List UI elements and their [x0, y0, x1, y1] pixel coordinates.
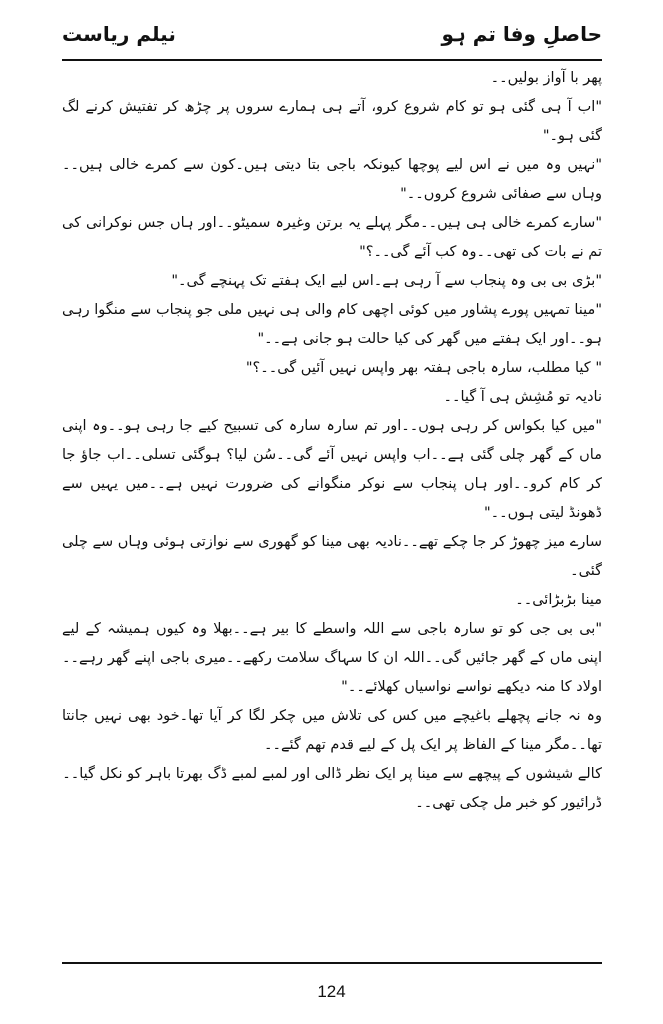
paragraph: " کیا مطلب، سارہ باجی ہفتہ بھر واپس نہیں آئیں گی۔۔؟": [245, 360, 602, 376]
page-header: [62, 14, 602, 54]
paragraph: "اب آ ہی گئی ہو تو کام شروع کرو، آتے ہی ہمارے سروں پر چڑھ کر تفتیش کرنے لگ گئی ہو۔": [62, 99, 602, 144]
paragraph: وہ نہ جانے پچھلے باغیچے میں کس کی تلاش میں چکر لگا کر آیا تھا۔خود بھی نہیں جانتا تھا۔۔مگر مینا کے الفاظ پر ایک پل کے لیے قدم تھم گئے۔۔: [62, 708, 602, 753]
page-body: [62, 64, 602, 959]
paragraph: کالے شیشوں کے پیچھے سے مینا پر ایک نظر ڈالی اور لمبے لمبے ڈگ بھرتا باہر کو نکل گیا۔۔: [62, 766, 602, 782]
paragraph: مینا بڑبڑائی۔۔: [515, 592, 602, 608]
paragraph: "سارے کمرے خالی ہی ہیں۔۔مگر پہلے یہ برتن وغیرہ سمیٹو۔۔اور ہاں جس نوکرانی کی تم نے بات کی تھی۔۔وہ کب آئے گی۔۔؟": [62, 215, 602, 260]
paragraph: پھر با آواز بولیں۔۔: [490, 70, 602, 86]
paragraph: ڈرائیور کو خبر مل چکی تھی۔۔: [415, 795, 602, 811]
paragraph: "میں کیا بکواس کر رہی ہوں۔۔اور تم سارہ سارہ کی تسبیح کیے جا رہی ہو۔۔وہ اپنی ماں کے گھر چلی گئی ہے۔۔اب واپس نہیں آئے گی۔۔سُن لیا؟ ہوگئی تسلی۔۔اب جاؤ جا کر کام کرو۔۔اور ہاں پنجاب سے نوکر منگوانے کی ضرورت نہیں ہے۔۔میں یہیں سے ڈھونڈ لیتی ہوں۔۔": [62, 418, 602, 521]
paragraph: "نہیں وہ میں نے اس لیے پوچھا کیونکہ باجی بتا دیتی ہیں۔کون سے کمرے خالی ہیں۔۔وہاں سے صفائی شروع کروں۔۔": [62, 157, 602, 202]
book-title: حاصلِ وفا تم ہو: [441, 22, 602, 46]
author-name: نیلم ریاست: [62, 22, 176, 46]
header-divider: [62, 59, 602, 61]
paragraph: "مینا تمہیں پورے پشاور میں کوئی اچھی کام والی ہی نہیں ملی جو پنجاب سے منگوا رہی ہو۔۔اور ایک ہفتے میں گھر کی کیا حالت ہو جانی ہے۔۔": [62, 302, 602, 347]
paragraph: سارے میز چھوڑ کر جا چکے تھے۔۔نادیہ بھی مینا کو گھوری سے نوازتی ہوئی وہاں سے چلی گئی۔: [62, 534, 602, 579]
paragraph: "بی بی جی کو تو سارہ باجی سے اللہ واسطے کا بیر ہے۔۔بھلا وہ کیوں ہمیشہ کے لیے اپنی ماں کے گھر جائیں گی۔۔اللہ ان کا سہاگ سلامت رکھے۔۔میری باجی اپنے گھر رہے۔۔اولاد کا منہ دیکھے نواسے نواسیاں کھلائے۔۔": [62, 621, 602, 695]
page-number: 124: [317, 982, 346, 1001]
footer-divider: [62, 962, 602, 964]
paragraph: "بڑی بی بی وہ پنجاب سے آ رہی ہے۔اس لیے ایک ہفتے تک پہنچے گی۔": [171, 273, 602, 289]
paragraph: نادیہ تو مُشِش ہی آ گیا۔۔: [443, 389, 602, 405]
